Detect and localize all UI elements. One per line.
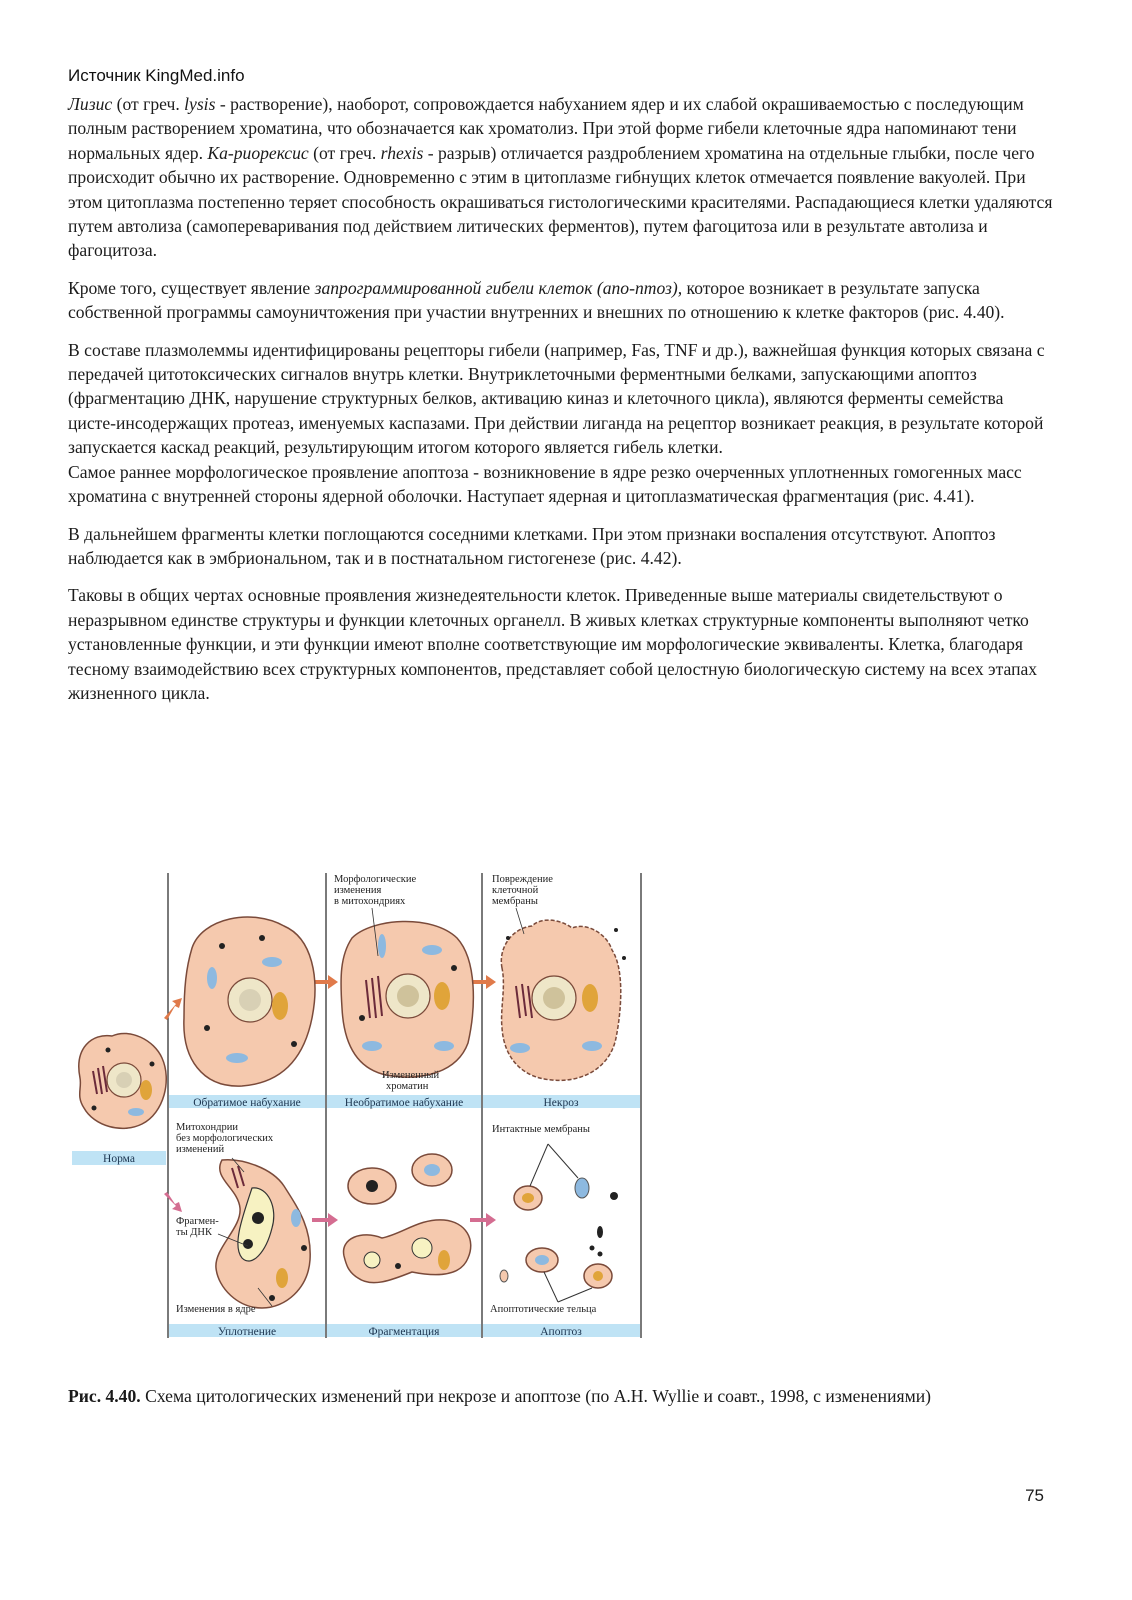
cell-reversible-swelling — [184, 917, 315, 1086]
label-dna-fragments: Фрагмен-ты ДНК — [176, 1216, 219, 1238]
cell-necrosis — [501, 920, 626, 1080]
bar-reversible: Обратимое набухание — [193, 1097, 301, 1109]
label-membrane-damage: Повреждение клеточной мембраны — [492, 874, 553, 907]
figure-necrosis-apoptosis — [72, 868, 662, 1378]
source-header: Источник KingMed.info — [68, 66, 245, 85]
bar-necrosis: Некроз — [543, 1097, 579, 1109]
caption-text: Схема цитологических изменений при некрозе и апоптозе (по А.Н. Wyllie и соавт., 1998, с изменениями) — [140, 1386, 931, 1406]
label-nucleus-change: Изменения в ядре — [176, 1304, 256, 1315]
figure-caption — [68, 1384, 1053, 1408]
body-text — [68, 92, 1053, 718]
bar-norm: Норма — [103, 1153, 135, 1165]
bar-condensation: Уплотнение — [217, 1326, 277, 1338]
caption-label: Рис. 4.40. — [68, 1386, 141, 1406]
label-changed-chromatin: Измененный хроматин — [382, 1070, 440, 1092]
label-apoptotic-bodies: Апоптотические тельца — [490, 1304, 597, 1315]
paragraph-morphology: Самое раннее морфологическое проявление апоптоза - возникновение в ядре резко очерченных уплотненных гомогенных масс хроматина с внутренней стороны ядерной оболочки. Наступает ядерная и цитоплазматическая фрагментация (рис. 4.41). — [68, 461, 1022, 507]
cell-fragmentation — [344, 1154, 471, 1283]
label-mito-no-change: Митохондрии без морфологических изменений — [176, 1122, 274, 1155]
page-number: 75 — [1025, 1486, 1044, 1505]
cell-normal — [79, 1033, 166, 1128]
paragraph-receptors: В составе плазмолеммы идентифицированы рецепторы гибели (например, Fas, TNF и др.), важнейшая функция которых связана с передачей цитотоксических сигналов внутрь клетки. Внутриклеточными ферментными белками, запускающими апоптоз (фрагментацию ДНК, нарушение структурных белков, активацию киназ и клеточного цикла), являются ферменты семейства цисте-инсодержащих протеаз, именуемых каспазами. При действии лиганда на рецептор возникает реакция, в результате которой запускается каскад реакций, результирующим итогом которого является гибель клетки. — [68, 339, 1045, 458]
cell-condensation — [216, 1160, 310, 1308]
cell-apoptosis — [500, 1144, 618, 1302]
paragraph-fragments: В дальнейшем фрагменты клетки поглощаются соседними клетками. При этом признаки воспаления отсутствуют. Апоптоз наблюдается как в эмбриональном, так и в постнатальном гистогенезе (рис. 4.42). — [68, 523, 996, 568]
cell-irreversible-swelling — [341, 921, 473, 1077]
label-intact-membranes: Интактные мембраны — [492, 1124, 590, 1135]
paragraph-apoptosis-intro: Кроме того, существует явление запрограммированной гибели клеток (апо-птоз), которое возникает в результате запуска собственной программы самоуничтожения при участии внутренних и внешних по отношению к клетке факторов (рис. 4.40). — [68, 277, 1005, 323]
paragraph-summary: Таковы в общих чертах основные проявления жизнедеятельности клеток. Приведенные выше материалы свидетельствуют о неразрывном единстве структуры и функции клеточных органелл. В живых клетках структурные компоненты выполняют четко установленные функции, и эти функции имеют вполне соответствующие им морфологические эквиваленты. Клетка, благодаря тесному взаимодействию всех структурных компонентов, представляет собой целостную биологическую систему на всех этапах жизненного цикла. — [68, 585, 1038, 703]
label-morph-mito: Морфологические изменения в митохондриях — [334, 874, 417, 907]
bar-irreversible: Необратимое набухание — [344, 1097, 464, 1109]
bar-fragmentation: Фрагментация — [368, 1326, 440, 1338]
paragraph-lysis: Лизис (от греч. lysis - растворение), наоборот, сопровождается набуханием ядер и их слабой окрашиваемостью с последующим полным растворением хроматина, что обозначается как хроматолиз. При этой форме гибели клеточные ядра напоминают тени нормальных ядер. Ка-риорексис (от греч. rhexis - разрыв) отличается раздроблением хроматина на отдельные глыбки, после чего происходит обычно их растворение. Одновременно с этим в цитоплазме гибнущих клеток отмечается появление вакуолей. При этом цитоплазма постепенно теряет способность окрашиваться гистологическими красителями. Распадающиеся клетки удаляются путем автолиза (самопереваривания под действием литических ферментов), путем фагоцитоза или в результате автолиза и фагоцитоза. — [68, 94, 1053, 261]
bar-apoptosis: Апоптоз — [540, 1326, 582, 1338]
